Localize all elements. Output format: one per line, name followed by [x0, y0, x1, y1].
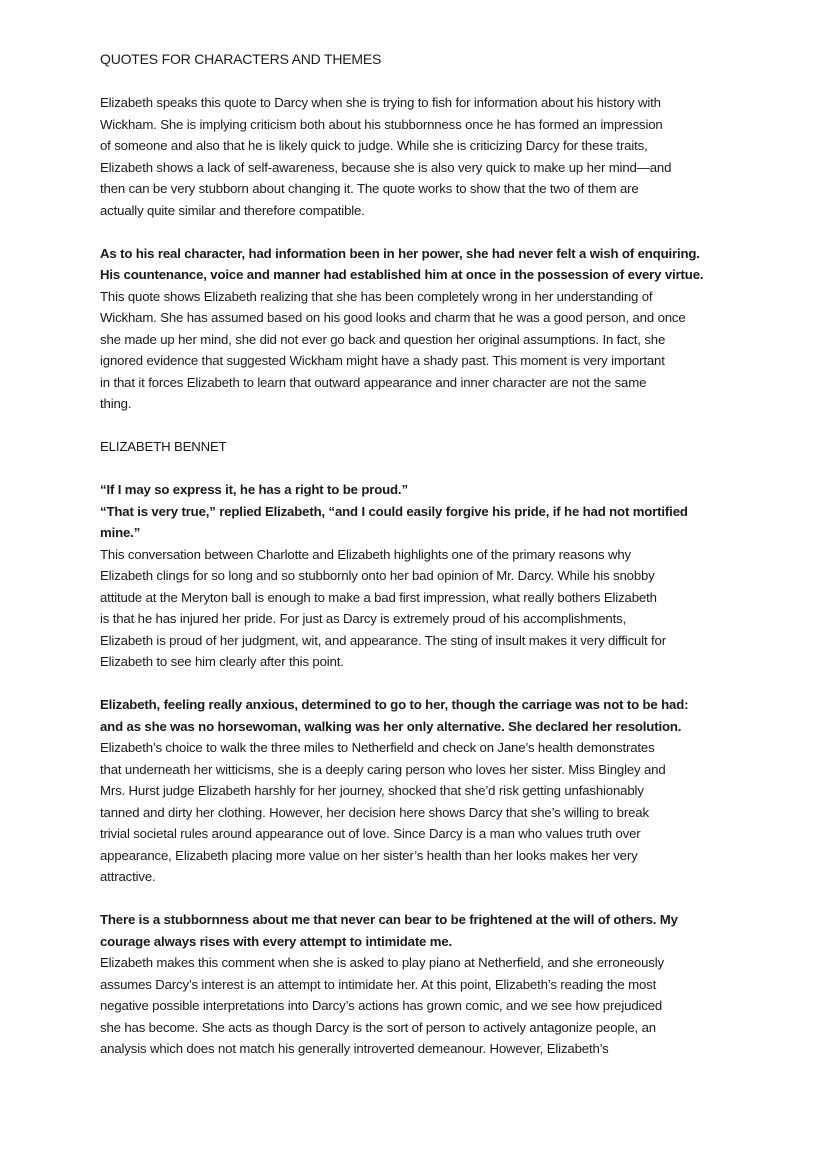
document-page	[100, 49, 740, 1060]
text-line: Elizabeth is proud of her judgment, wit, and appearance. The sting of insult makes it very difficult for	[100, 632, 666, 648]
quote-line: “If I may so express it, he has a right to be proud.”	[100, 482, 408, 497]
text-line: that underneath her witticisms, she is a deeply caring person who loves her sister. Miss Bingley and	[100, 761, 666, 777]
text-line: then can be very stubborn about changing it. The quote works to show that the two of them are	[100, 181, 639, 196]
heading-text: ELIZABETH BENNET	[100, 439, 227, 454]
text-line: Elizabeth clings for so long and so stubbornly onto her bad opinion of Mr. Darcy. While his snobby	[100, 568, 655, 583]
text-line: thing.	[100, 396, 132, 411]
quote-line: His countenance, voice and manner had established him at once in the possession of every virtue.	[100, 267, 704, 282]
quote-line: “That is very true,” replied Elizabeth, “and I could easily forgive his pride, if he had not mortified	[100, 503, 688, 519]
quote-line: courage always rises with every attempt to intimidate me.	[100, 933, 453, 949]
quote-line: Elizabeth, feeling really anxious, determined to go to her, though the carriage was not to be had:	[100, 697, 689, 712]
text-line: assumes Darcy’s interest is an attempt to intimidate her. At this point, Elizabeth’s reading the most	[100, 976, 657, 992]
text-line: Elizabeth shows a lack of self-awareness, because she is also very quick to make up her mind—and	[100, 159, 672, 175]
document-body	[100, 92, 740, 1060]
paragraph	[100, 694, 740, 888]
text-line: appearance, Elizabeth placing more value on her sister’s health than her looks makes her very	[100, 847, 638, 863]
text-line: trivial societal rules around appearance out of love. Since Darcy is a man who values truth over	[100, 826, 641, 841]
text-line: Elizabeth’s choice to walk the three miles to Netherfield and check on Jane’s health demonstrates	[100, 740, 655, 755]
text-line: ignored evidence that suggested Wickham might have a shady past. This moment is very important	[100, 353, 665, 368]
text-line: Wickham. She is implying criticism both about his stubbornness once he has formed an impression	[100, 116, 663, 132]
text-line: Elizabeth speaks this quote to Darcy when she is trying to fish for information about his history with	[100, 95, 661, 110]
text-line: actually quite similar and therefore compatible.	[100, 202, 365, 218]
quote-line: mine.”	[100, 525, 141, 540]
text-line: of someone and also that he is likely quick to judge. While she is criticizing Darcy for these traits,	[100, 138, 648, 153]
text-line: Mrs. Hurst judge Elizabeth harshly for her journey, shocked that she’d risk getting unfashionably	[100, 783, 644, 798]
text-line: This quote shows Elizabeth realizing that she has been completely wrong in her understanding of	[100, 288, 653, 304]
quote-line: and as she was no horsewoman, walking was her only alternative. She declared her resolution.	[100, 718, 682, 734]
text-line: she has become. She acts as though Darcy is the sort of person to actively antagonize people, an	[100, 1019, 656, 1035]
paragraph	[100, 479, 740, 673]
text-line: attractive.	[100, 869, 156, 884]
quote-line: As to his real character, had information been in her power, she had never felt a wish of enquiring.	[100, 245, 700, 261]
text-line: tanned and dirty her clothing. However, her decision here shows Darcy that she’s willing to break	[100, 804, 649, 820]
spacer	[100, 221, 740, 243]
document-title: QUOTES FOR CHARACTERS AND THEMES	[100, 51, 382, 67]
spacer	[100, 673, 740, 695]
spacer	[100, 415, 740, 437]
text-line: This conversation between Charlotte and Elizabeth highlights one of the primary reasons why	[100, 546, 632, 562]
text-line: Elizabeth to see him clearly after this point.	[100, 654, 344, 669]
text-line: negative possible interpretations into Darcy’s actions has grown comic, and we see how prejudiced	[100, 998, 663, 1013]
text-line: Wickham. She has assumed based on his good looks and charm that he was a good person, and once	[100, 310, 686, 325]
text-line: attitude at the Meryton ball is enough to make a bad first impression, what really bothers Elizabeth	[100, 589, 657, 605]
spacer	[100, 888, 740, 910]
paragraph	[100, 92, 740, 221]
section-heading	[100, 436, 740, 458]
text-line: analysis which does not match his generally introverted demeanour. However, Elizabeth’s	[100, 1041, 609, 1056]
quote-line: There is a stubbornness about me that never can bear to be frightened at the will of others. My	[100, 912, 678, 927]
text-line: is that he has injured her pride. For just as Darcy is extremely proud of his accomplishments,	[100, 611, 627, 626]
spacer	[100, 71, 740, 93]
text-line: Elizabeth makes this comment when she is asked to play piano at Netherfield, and she erroneously	[100, 955, 664, 970]
text-line: in that it forces Elizabeth to learn that outward appearance and inner character are not the same	[100, 374, 647, 390]
spacer	[100, 458, 740, 480]
text-line: she made up her mind, she did not ever go back and question her original assumptions. In fact, she	[100, 331, 666, 347]
paragraph	[100, 909, 740, 1060]
paragraph	[100, 243, 740, 415]
